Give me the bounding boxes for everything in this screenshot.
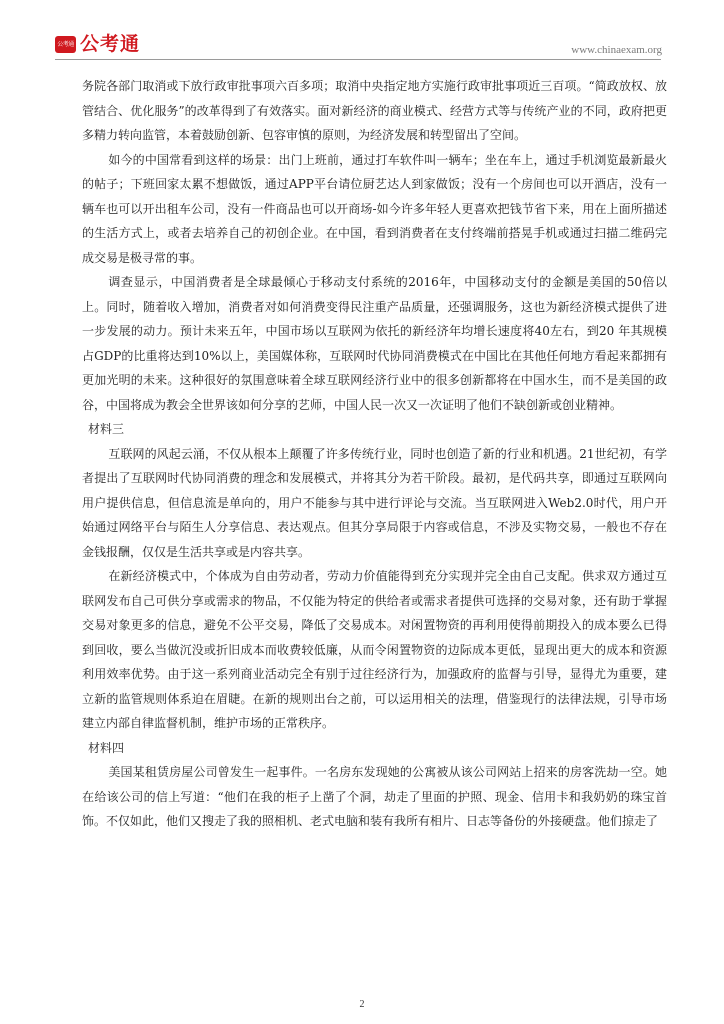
section-heading: 材料四 [88, 740, 125, 755]
paragraph: 互联网的风起云涌，不仅从根本上颠覆了许多传统行业，同时也创造了新的行业和机遇。21世纪初，有学者提出了互联网时代协同消费的理念和发展模式，并将其分为若干阶段。最初，是代码共享，即通过互联网向用户提供信息，但信息流是单向的，用户不能参与其中进行评论与交流。当互联网进入Web2.0时代，用户开始通过网络平台与陌生人分享信息、表达观点。但其分享局限于内容或信息，不涉及实物交易，一般也不存在金钱报酬，仅仅是生活共享或是内容共享。 [82, 446, 667, 559]
page-header [0, 0, 724, 62]
brand-logo-text: 公考通 [80, 33, 141, 55]
header-divider [55, 59, 661, 60]
paragraph: 在新经济模式中，个体成为自由劳动者，劳动力价值能得到充分实现并完全由自己支配。供求双方通过互联网发布自己可供分享或需求的物品，不仅能为特定的供给者或需求者提供可选择的交易对象，还有助于掌握交易对象更多的信息，避免不公平交易，降低了交易成本。对闲置物资的再利用使得前期投入的成本要么已得到回收，要么当做沉没或折旧成本而收费较低廉，从而令闲置物资的边际成本更低，显现出更大的成本和资源利用效率优势。由于这一系列商业活动完全有别于过往经济行为，加强政府的监督与引导，显得尤为重要，建立新的监管规则体系迫在眉睫。在新的规则出台之前，可以运用相关的法理，借鉴现行的法律法规，引导市场建立内部自律监督机制，维护市场的正常秩序。 [82, 569, 667, 730]
paragraph: 美国某租赁房屋公司曾发生一起事件。一名房东发现她的公寓被从该公司网站上招来的房客洗劫一空。她在给该公司的信上写道：“他们在我的柜子上凿了个洞，劫走了里面的护照、现金、信用卡和我奶奶的珠宝首饰。不仅如此，他们又搜走了我的照相机、老式电脑和装有我所有相片、日志等备份的外接硬盘。他们掠走了 [82, 765, 667, 828]
paragraph: 务院各部门取消或下放行政审批事项六百多项；取消中央指定地方实施行政审批事项近三百项。“简政放权、放管结合、优化服务”的改革得到了有效落实。面对新经济的商业模式、经营方式等与传统产业的不同，政府把更多精力转向监管，本着鼓励创新、包容审慎的原则，为经济发展和转型留出了空间。 [82, 79, 667, 142]
paragraph: 调查显示，中国消费者是全球最倾心于移动支付系统的2016年，中国移动支付的金额是美国的50倍以上。同时，随着收入增加，消费者对如何消费变得民注重产品质量，还强调服务，这也为新经济模式提供了进一步发展的动力。预计未来五年，中国市场以互联网为依托的新经济年均增长速度将40左右，到20 年其规模占GDP的比重将达到10%以上，美国媒体称，互联网时代协同消费模式在中国比在其他任何地方看起来都拥有更加光明的未来。这种很好的氛围意味着全球互联网经济行业中的很多创新都将在中国水生，而不是美国的政谷，中国将成为教会全世界该如何分享的艺师，中国人民一次又一次证明了他们不缺创新或创业精神。 [82, 275, 667, 412]
document-body [82, 74, 667, 834]
site-url: www.chinaexam.org [571, 44, 662, 56]
logo-badge-icon: 公考通 [55, 36, 76, 53]
page-number: 2 [359, 999, 365, 1010]
section-heading: 材料三 [88, 422, 125, 436]
paragraph: 如今的中国常看到这样的场景：出门上班前，通过打车软件叫一辆车；坐在车上，通过手机浏览最新最火的帖子；下班回家太累不想做饭，通过APP平台请位厨艺达人到家做饭；没有一个房间也可以开酒店，没有一辆车也可以开出租车公司，没有一件商品也可以开商场-如今许多年轻人更喜欢把钱节省下来，用在上面所描述的生活方式上，或者去培养自己的初创企业。在中国，看到消费者在支付终端前搭晃手机或通过扫描二维码完成交易是极寻常的事。 [82, 152, 667, 265]
